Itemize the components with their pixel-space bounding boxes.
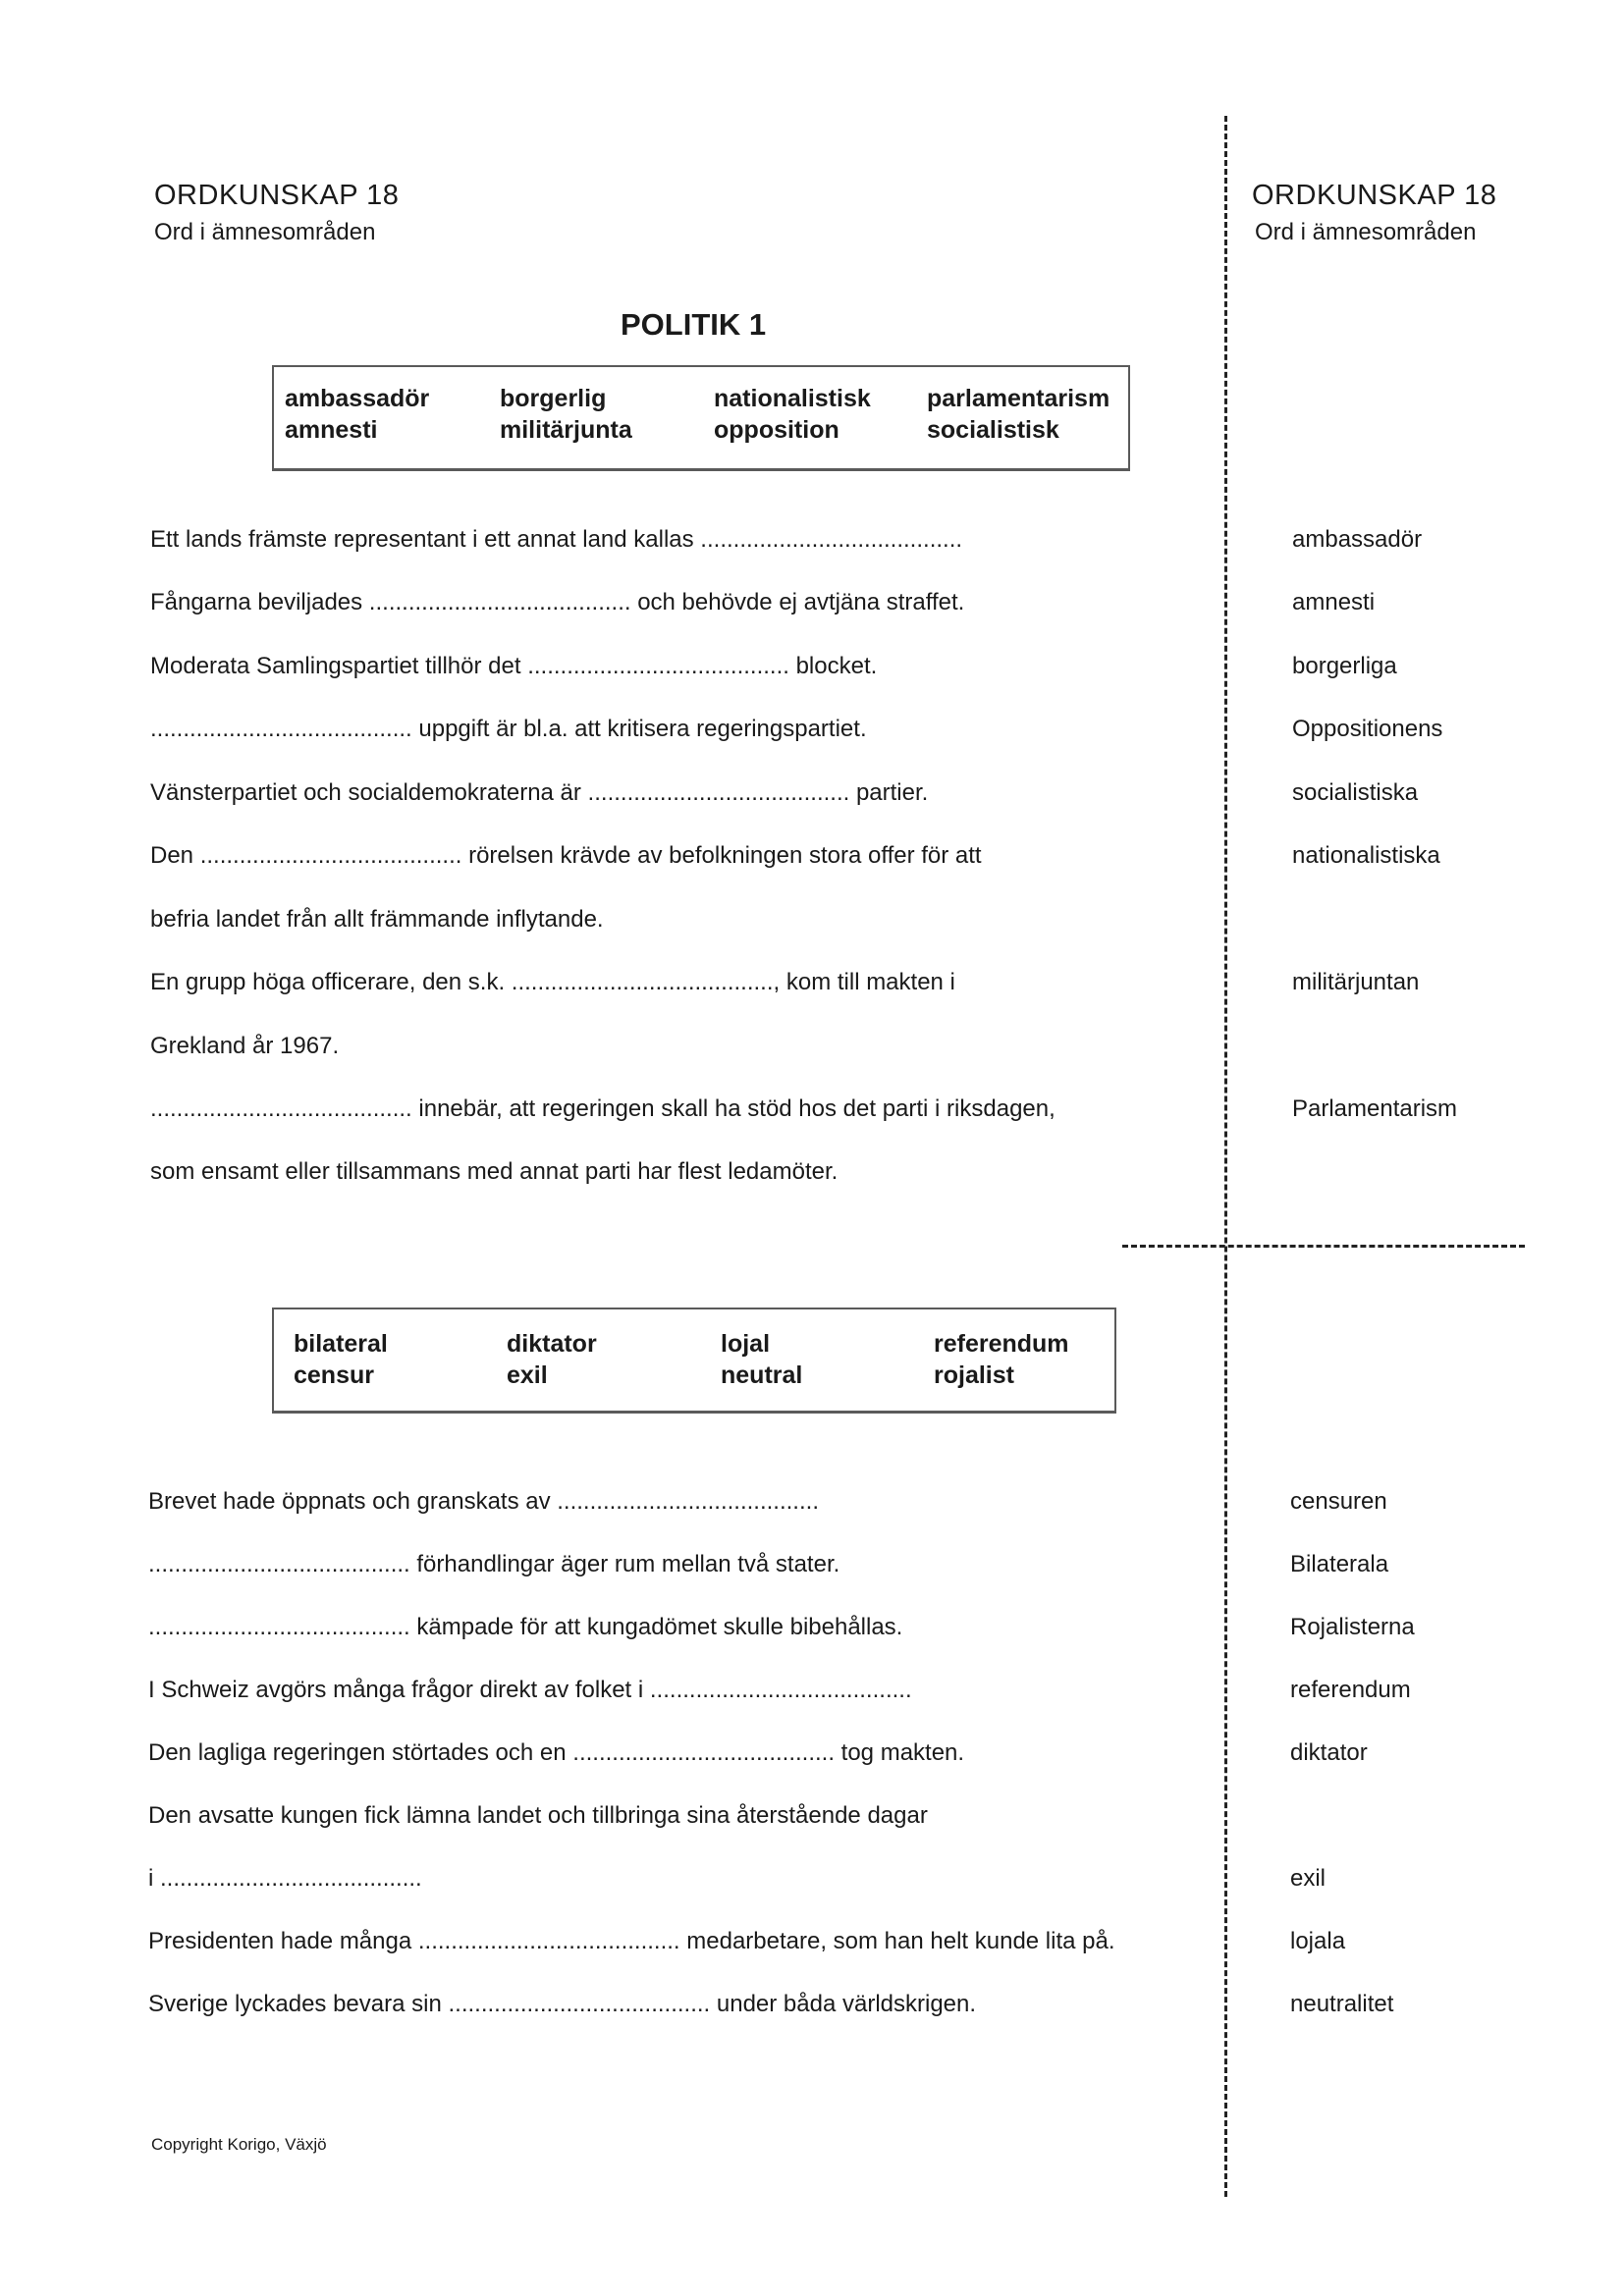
answer-word: lojala (1290, 1928, 1346, 1954)
word-box-2-word: referendum (934, 1330, 1069, 1358)
exercise-sentence: ........................................ förhandlingar äger rum mellan två stater. (148, 1551, 840, 1577)
exercise-sentence: Vänsterpartiet och socialdemokraterna är ........................................ partier. (150, 779, 929, 806)
right-header-title: ORDKUNSKAP 18 (1252, 180, 1497, 211)
word-box-1-word: amnesti (285, 416, 378, 444)
exercise-sentence: Moderata Samlingspartiet tillhör det ........................................ blocket. (150, 653, 878, 679)
horizontal-cut-line (1122, 1245, 1525, 1248)
answer-word: censuren (1290, 1488, 1387, 1515)
exercise-sentence: Grekland år 1967. (150, 1033, 340, 1059)
answer-word: exil (1290, 1865, 1326, 1892)
answer-word: diktator (1290, 1739, 1368, 1766)
answer-word: Parlamentarism (1292, 1095, 1458, 1122)
word-box-1-word: opposition (714, 416, 839, 444)
vertical-cut-line (1224, 116, 1227, 2197)
answer-word: militärjuntan (1292, 969, 1420, 995)
exercise-sentence: Den avsatte kungen fick lämna landet och tillbringa sina återstående dagar (148, 1802, 928, 1829)
answer-word: neutralitet (1290, 1991, 1394, 2017)
exercise-sentence: ........................................ innebär, att regeringen skall ha stöd hos det parti i riksdagen, (150, 1095, 1056, 1122)
exercise-sentence: I Schweiz avgörs många frågor direkt av folket i ........................................ (148, 1677, 912, 1703)
word-box-2-word: censur (294, 1362, 374, 1389)
exercise-sentence: som ensamt eller tillsammans med annat parti har flest ledamöter. (150, 1158, 839, 1185)
left-header-title: ORDKUNSKAP 18 (154, 180, 400, 211)
exercise-sentence: i ........................................ (148, 1865, 422, 1892)
answer-word: socialistiska (1292, 779, 1419, 806)
answer-word: referendum (1290, 1677, 1411, 1703)
word-box-2-word: rojalist (934, 1362, 1014, 1389)
exercise-sentence: Ett lands främste representant i ett annat land kallas ........................................ (150, 526, 963, 553)
section-title: POLITIK 1 (621, 307, 767, 342)
word-box-1-word: parlamentarism (927, 385, 1110, 412)
left-header-subtitle: Ord i ämnesområden (154, 219, 376, 245)
answer-word: nationalistiska (1292, 842, 1440, 869)
exercise-sentence: Sverige lyckades bevara sin ........................................ under båda världskrigen. (148, 1991, 977, 2017)
answer-word: Oppositionens (1292, 716, 1443, 742)
word-box-1-word: nationalistisk (714, 385, 871, 412)
word-box-2-word: bilateral (294, 1330, 388, 1358)
exercise-sentence: Brevet hade öppnats och granskats av ........................................ (148, 1488, 819, 1515)
word-box-2-word: neutral (721, 1362, 803, 1389)
right-header-subtitle: Ord i ämnesområden (1255, 219, 1477, 245)
word-box-2-word: exil (507, 1362, 548, 1389)
exercise-sentence: Fångarna beviljades ........................................ och behövde ej avtjäna straffet. (150, 589, 965, 615)
exercise-sentence: ........................................ uppgift är bl.a. att kritisera regeringspartiet. (150, 716, 867, 742)
exercise-sentence: Den lagliga regeringen störtades och en ........................................ tog makten. (148, 1739, 965, 1766)
word-box-1-word: socialistisk (927, 416, 1059, 444)
exercise-sentence: befria landet från allt främmande inflytande. (150, 906, 604, 933)
word-box-2-word: diktator (507, 1330, 597, 1358)
answer-word: Rojalisterna (1290, 1614, 1415, 1640)
answer-word: Bilaterala (1290, 1551, 1389, 1577)
answer-word: borgerliga (1292, 653, 1397, 679)
word-box-1-word: ambassadör (285, 385, 430, 412)
word-box-1-word: borgerlig (500, 385, 607, 412)
word-box-2-word: lojal (721, 1330, 771, 1358)
word-box-1 (272, 365, 1130, 471)
word-box-1-word: militärjunta (500, 416, 632, 444)
copyright-notice: Copyright Korigo, Växjö (151, 2135, 327, 2154)
exercise-sentence: Presidenten hade många ........................................ medarbetare, som han helt kunde lita på. (148, 1928, 1115, 1954)
exercise-sentence: Den ........................................ rörelsen krävde av befolkningen stora offer för att (150, 842, 982, 869)
word-box-2 (272, 1308, 1116, 1414)
answer-word: amnesti (1292, 589, 1376, 615)
exercise-sentence: En grupp höga officerare, den s.k. ........................................, kom till makten i (150, 969, 955, 995)
exercise-sentence: ........................................ kämpade för att kungadömet skulle bibehållas. (148, 1614, 903, 1640)
answer-word: ambassadör (1292, 526, 1423, 553)
